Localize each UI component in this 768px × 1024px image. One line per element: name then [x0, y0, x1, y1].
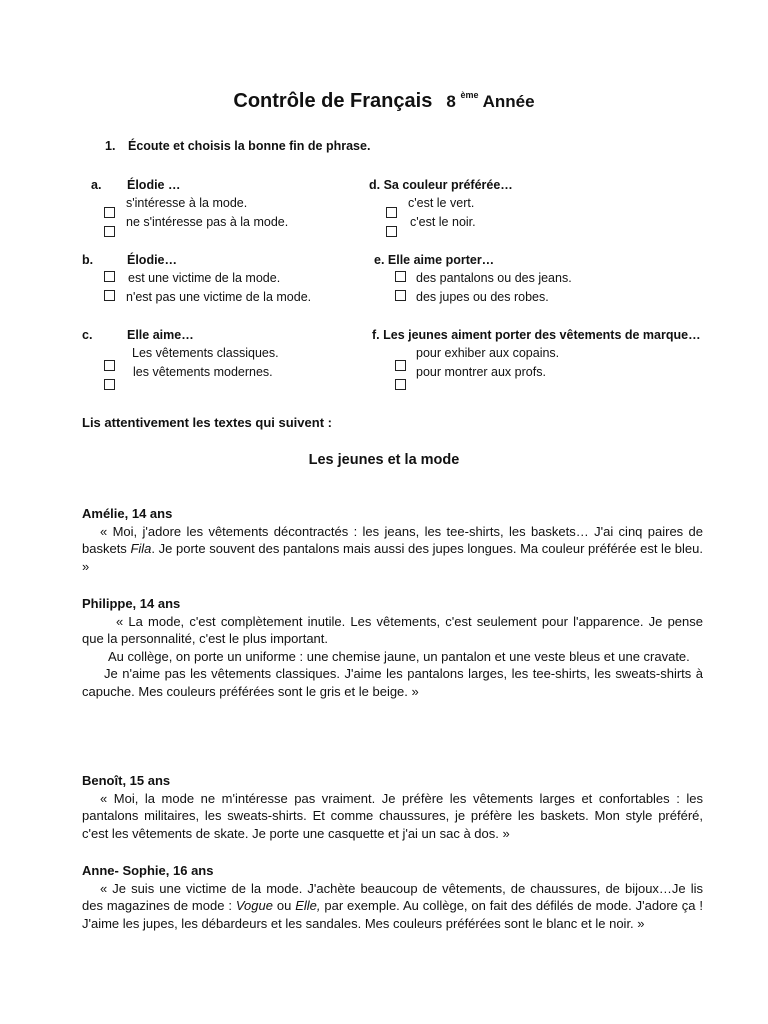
option-c-2: les vêtements modernes.: [133, 365, 273, 379]
text-author-name: Philippe, 14 ans: [82, 596, 181, 611]
page-title: [0, 90, 768, 113]
title-main: Contrôle de Français: [233, 90, 433, 112]
text-paragraph: Je n'aime pas les vêtements classiques. J'aime les pantalons larges, les tee-shirts, les sweats-shirts à capuche. Mes couleurs préférées sont le gris et le beige. »: [82, 666, 703, 699]
option-e-2: des jupes ou des robes.: [416, 290, 549, 304]
text-benoit: [82, 772, 703, 842]
text-anne-sophie: [82, 862, 703, 932]
option-f-1: pour exhiber aux copains.: [416, 346, 560, 360]
text-paragraph: « La mode, c'est complètement inutile. Les vêtements, c'est seulement pour l'apparence. Je pense que la personnalité, c'est le plus important.: [82, 613, 703, 646]
checkbox-d-1[interactable]: [386, 207, 397, 218]
checkbox-f-1[interactable]: [395, 360, 406, 371]
question-c-letter: c.: [82, 328, 93, 342]
question-a-stem: Élodie …: [127, 178, 181, 192]
exercise-number: 1.: [105, 139, 116, 153]
checkbox-b-2[interactable]: [104, 290, 115, 301]
text-paragraph: Au collège, on porte un uniforme : une chemise jaune, un pantalon et une veste bleus et une cravate.: [108, 648, 690, 664]
checkbox-a-2[interactable]: [104, 226, 115, 237]
checkbox-e-2[interactable]: [395, 290, 406, 301]
checkbox-c-2[interactable]: [104, 379, 115, 390]
question-e-stem: e. Elle aime porter…: [374, 253, 495, 267]
question-f-stem: f. Les jeunes aiment porter des vêtements de marque…: [372, 328, 701, 342]
checkbox-b-1[interactable]: [104, 271, 115, 282]
option-a-1: s'intéresse à la mode.: [126, 196, 248, 210]
question-b-stem: Élodie…: [127, 253, 178, 267]
option-b-1: est une victime de la mode.: [128, 271, 281, 285]
option-b-2: n'est pas une victime de la mode.: [126, 290, 312, 304]
text-amelie: [82, 505, 703, 575]
reading-instruction: Lis attentivement les textes qui suivent :: [82, 415, 332, 430]
text-paragraph: « Moi, la mode ne m'intéresse pas vraiment. Je préfère les vêtements larges et confortables : les pantalons militaires, les sweats-shirts. Et comme chaussures, je préfère les baskets. Mon style préféré, c'est les vêtements de skate. Je porte une casquette et j'ai un sac à dos. »: [82, 790, 703, 841]
checkbox-a-1[interactable]: [104, 207, 115, 218]
checkbox-f-2[interactable]: [395, 379, 406, 390]
option-e-1: des pantalons ou des jeans.: [416, 271, 572, 285]
question-b-letter: b.: [82, 253, 94, 267]
text-author-name: Benoît, 15 ans: [82, 773, 171, 788]
option-f-2: pour montrer aux profs.: [416, 365, 546, 379]
text-paragraph: « Moi, j'adore les vêtements décontractés : les jeans, les tee-shirts, les baskets… J'ai cinq paires de baskets Fila. Je porte souvent des pantalons mais aussi des jupes longues. Ma couleur préférée est le bleu. »: [82, 523, 703, 574]
title-grade: 8 $^{ème}$ Année: [446, 90, 535, 111]
checkbox-d-2[interactable]: [386, 226, 397, 237]
question-c-stem: Elle aime…: [127, 328, 194, 342]
checkbox-e-1[interactable]: [395, 271, 406, 282]
reading-title: Les jeunes et la mode: [308, 452, 460, 468]
option-d-2: c'est le noir.: [410, 215, 476, 229]
option-c-1: Les vêtements classiques.: [132, 346, 279, 360]
exercise-instruction: Écoute et choisis la bonne fin de phrase.: [128, 139, 371, 153]
option-d-1: c'est le vert.: [408, 196, 475, 210]
checkbox-c-1[interactable]: [104, 360, 115, 371]
question-a-letter: a.: [91, 178, 102, 192]
text-author-name: Anne- Sophie, 16 ans: [82, 863, 214, 878]
option-a-2: ne s'intéresse pas à la mode.: [126, 215, 289, 229]
text-philippe: [82, 595, 703, 700]
question-d-stem: d. Sa couleur préférée…: [369, 178, 513, 192]
text-author-name: Amélie, 14 ans: [82, 506, 173, 521]
text-paragraph: « Je suis une victime de la mode. J'achète beaucoup de vêtements, de chaussures, de bijoux…Je lis des magazines de mode : Vogue ou Elle, par exemple. Au collège, on fait des défilés de mode. J'adore ça ! J'aime les jupes, les débardeurs et les sandales. Mes couleurs préférées sont le blanc et le noir. »: [82, 880, 703, 931]
